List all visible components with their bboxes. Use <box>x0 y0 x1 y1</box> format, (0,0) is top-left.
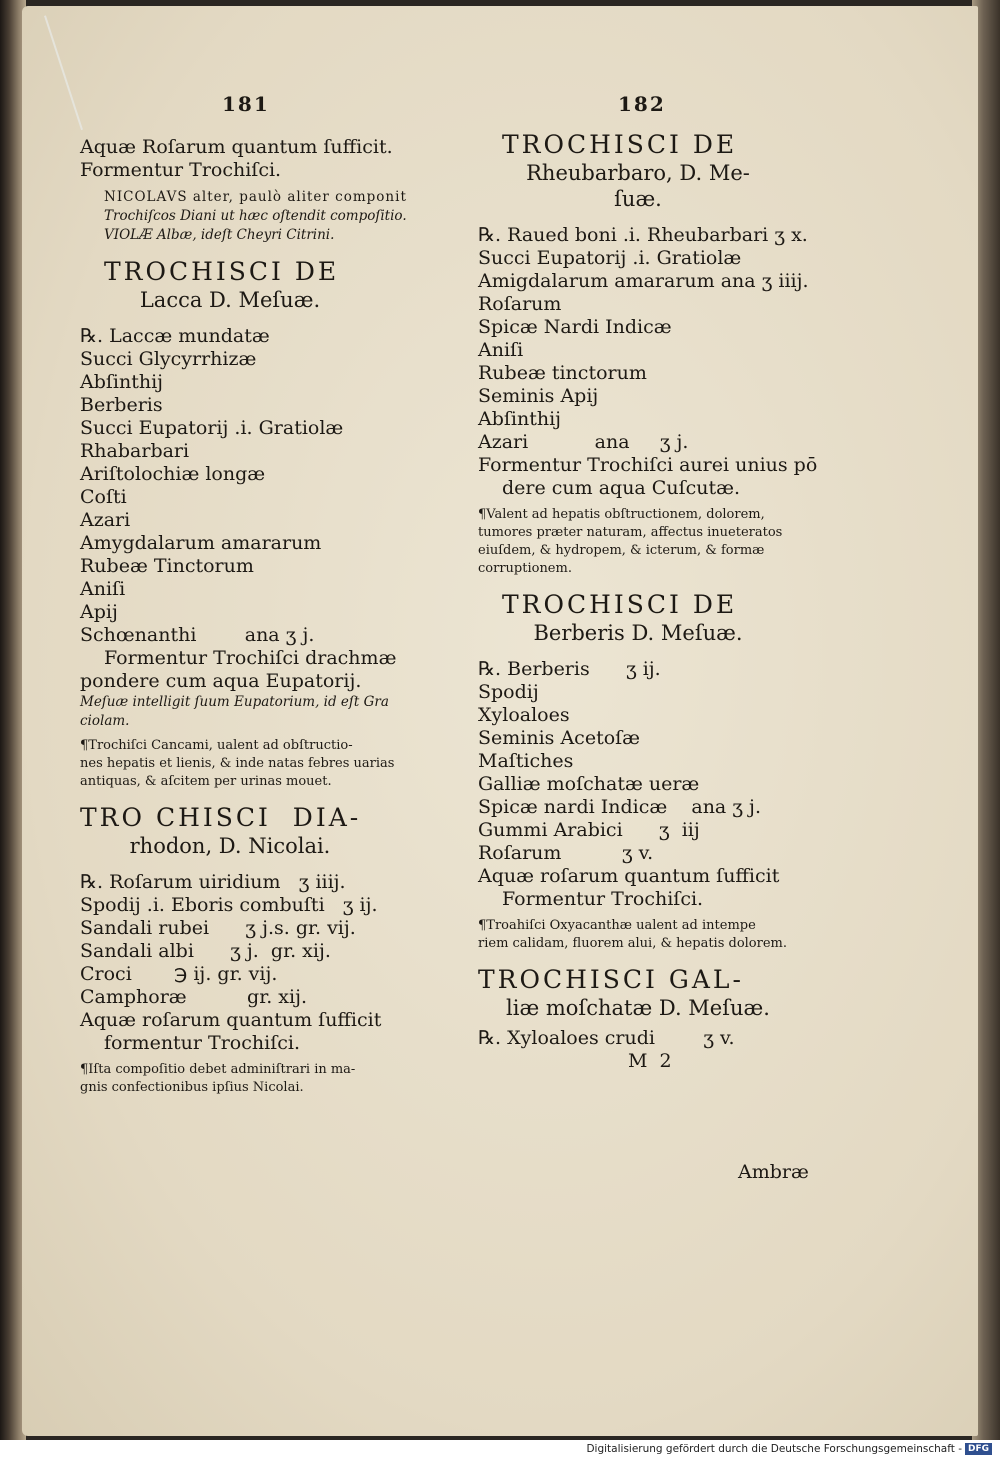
recipe-line: Formentur Trochiſci drachmæ <box>104 647 397 669</box>
comment-line: ¶Valent ad hepatis obſtructionem, dolorem, <box>478 507 765 522</box>
dfg-logo[interactable]: DFG <box>965 1443 992 1455</box>
recipe-line: dere cum aqua Cuſcutæ. <box>502 477 741 499</box>
section-subtitle: Berberis D. Meſuæ. <box>533 621 743 645</box>
left-column <box>80 136 440 1097</box>
recipe-line: Abſinthij <box>80 371 164 393</box>
recipe-line: Seminis Apij <box>478 385 599 407</box>
footer-text: Digitalisierung gefördert durch die Deutsche Forschungsgemeinschaft - <box>586 1443 962 1455</box>
page-number-left: 181 <box>222 92 270 116</box>
recipe-line: Formentur Trochiſci aurei unius pō <box>478 454 818 476</box>
recipe-line: Schœnanthi ana ʒ j. <box>80 624 315 646</box>
recipe-line: Amigdalarum amararum ana ʒ iiij. <box>478 270 809 292</box>
recipe-line: Succi Glycyrrhizæ <box>80 348 257 370</box>
bookmark-thread <box>44 0 131 130</box>
recipe-line: Coſti <box>80 486 127 508</box>
text-line: Aquæ Roſarum quantum ſufficit. <box>80 136 393 158</box>
recipe-line: Succi Eupatorij .i. Gratiolæ <box>478 247 742 269</box>
digitization-footer <box>0 1440 1000 1459</box>
recipe-line: Aquæ roſarum quantum ſufficit <box>478 865 780 887</box>
section-subtitle: rhodon, D. Nicolai. <box>129 834 331 858</box>
section-subtitle: Rheubarbaro, D. Me- <box>526 161 750 185</box>
section-title: TROCHISCI GAL- <box>478 965 744 994</box>
recipe-line: Croci ℈ ij. gr. vij. <box>80 963 278 985</box>
recipe-line: Amygdalarum amararum <box>80 532 322 554</box>
recipe-line: Apij <box>80 601 118 623</box>
section-title: TROCHISCI DE <box>104 257 340 286</box>
section-subtitle: liæ moſchatæ D. Meſuæ. <box>506 996 770 1020</box>
note-line: ciolam. <box>80 713 130 729</box>
recipe-line: Roſarum <box>478 293 562 315</box>
recipe-line: Rubeæ Tinctorum <box>80 555 254 577</box>
recipe-line: formentur Trochiſci. <box>104 1032 300 1054</box>
comment-line: ¶Trochiſci Cancami, ualent ad obſtructio- <box>80 738 353 753</box>
recipe-line: ℞. Raued boni .i. Rheubarbari ʒ x. <box>478 224 808 246</box>
recipe-line: Azari ana ʒ j. <box>478 431 689 453</box>
recipe-line: Sandali rubei ʒ j.s. gr. vij. <box>80 917 356 939</box>
recipe-line: Spodij .i. Eboris combuſti ʒ ij. <box>80 894 378 916</box>
section-title: TROCHISCI DE <box>502 130 738 159</box>
recipe-line: Rhabarbari <box>80 440 190 462</box>
note-line: VIOLÆ Albæ, ideſt Cheyri Citrini. <box>104 227 335 243</box>
recipe-line: ℞. Laccæ mundatæ <box>80 325 270 347</box>
recipe-line: Formentur Trochiſci. <box>502 888 704 910</box>
recipe-line: Galliæ moſchatæ ueræ <box>478 773 700 795</box>
text-line: Formentur Trochiſci. <box>80 159 282 181</box>
recipe-line: pondere cum aqua Eupatorij. <box>80 670 362 692</box>
recipe-line: Ariſtolochiæ longæ <box>80 463 266 485</box>
recipe-line: Camphoræ gr. xij. <box>80 986 308 1008</box>
comment-line: ¶Troahiſci Oxyacanthæ ualent ad intempe <box>478 918 756 933</box>
recipe-line: ℞. Xyloaloes crudi ʒ v. <box>478 1027 735 1049</box>
recipe-line: Maſtiches <box>478 750 574 772</box>
recipe-line: Roſarum ʒ v. <box>478 842 654 864</box>
signature-mark: M 2 <box>628 1050 672 1072</box>
comment-line: riem calidam, fluorem alui, & hepatis dolorem. <box>478 936 788 951</box>
page-number-right: 182 <box>618 92 666 116</box>
recipe-line: Azari <box>80 509 131 531</box>
recipe-line: Succi Eupatorij .i. Gratiolæ <box>80 417 344 439</box>
comment-line: nes hepatis et lienis, & inde natas febres uarias <box>80 756 395 771</box>
section-subtitle: ſuæ. <box>614 187 662 211</box>
note-line: NICOLAVS alter, paulò aliter componit <box>104 189 407 205</box>
comment-line: corruptionem. <box>478 561 572 576</box>
recipe-line: ℞. Berberis ʒ ij. <box>478 658 661 680</box>
comment-line: ¶Iſta compoſitio debet adminiſtrari in ma- <box>80 1062 356 1077</box>
recipe-line: Rubeæ tinctorum <box>478 362 647 384</box>
recipe-line: Spicæ Nardi Indicæ <box>478 316 672 338</box>
section-title: TROCHISCI DE <box>502 590 738 619</box>
recipe-line: Seminis Acetoſæ <box>478 727 641 749</box>
comment-line: eiuſdem, & hydropem, & icterum, & formæ <box>478 543 765 558</box>
recipe-line: Berberis <box>80 394 163 416</box>
recipe-line: Xyloaloes <box>478 704 570 726</box>
section-title: TRO CHISCI DIA- <box>80 803 362 832</box>
recipe-line: Aniſi <box>478 339 524 361</box>
comment-line: tumores præter naturam, affectus inueteratos <box>478 525 783 540</box>
recipe-line: Gummi Arabici ʒ iij <box>478 819 700 841</box>
recipe-line: ℞. Roſarum uiridium ʒ iiij. <box>80 871 346 893</box>
recipe-line: Spicæ nardi Indicæ ana ʒ j. <box>478 796 761 818</box>
comment-line: antiquas, & aſcitem per urinas mouet. <box>80 774 332 789</box>
recipe-line: Abſinthij <box>478 408 562 430</box>
book-page <box>22 6 978 1436</box>
right-column <box>478 130 828 1073</box>
recipe-line: Aniſi <box>80 578 126 600</box>
recipe-line: Spodij <box>478 681 539 703</box>
recipe-line: Sandali albi ʒ j. gr. xij. <box>80 940 331 962</box>
recipe-line: Aquæ roſarum quantum ſufficit <box>80 1009 382 1031</box>
comment-line: gnis confectionibus ipſius Nicolai. <box>80 1080 304 1095</box>
note-line: Meſuæ intelligit ſuum Eupatorium, id eſt Gra <box>80 694 389 710</box>
catchword: Ambræ <box>738 1161 809 1183</box>
section-subtitle: Lacca D. Meſuæ. <box>139 288 321 312</box>
note-line: Trochiſcos Diani ut hæc oſtendit compoſitio. <box>104 208 407 224</box>
